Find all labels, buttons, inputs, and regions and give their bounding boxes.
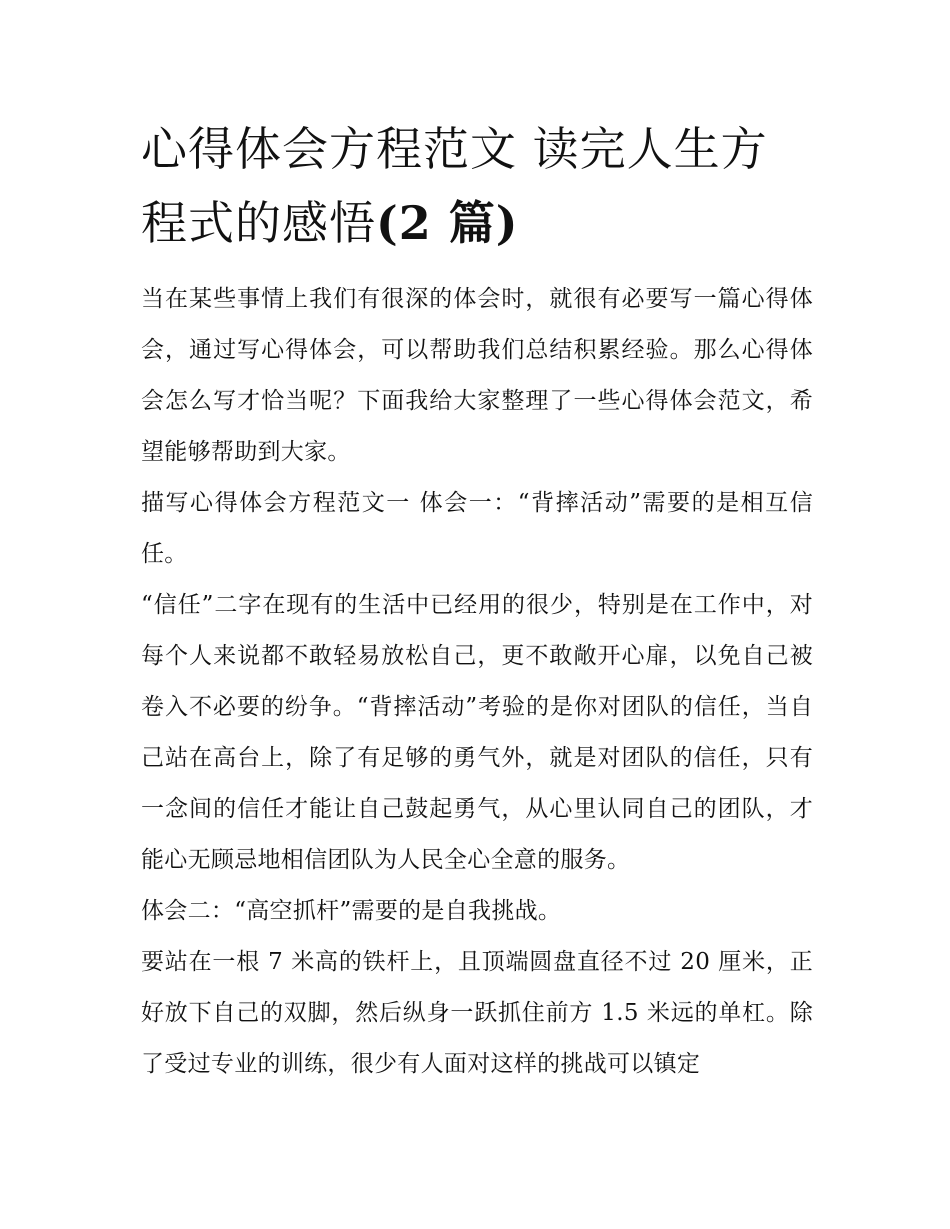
- paragraph-heading-1: 描写心得体会方程范文一 体会一：“背摔活动”需要的是相互信任。: [141, 490, 813, 567]
- document-title: [141, 112, 813, 260]
- paragraph-heading-2: 体会二：“高空抓杆”需要的是自我挑战。: [141, 898, 562, 924]
- document-page: [141, 112, 813, 1090]
- title-suffix: (2 篇): [376, 196, 519, 250]
- paragraph-intro: 当在某些事情上我们有很深的体会时，就很有必要写一篇心得体会，通过写心得体会，可以帮助我们总结积累经验。那么心得体会怎么写才恰当呢？下面我给大家整理了一些心得体会范文，希望能够帮助到大家。: [141, 286, 813, 465]
- paragraph-challenge: 要站在一根 7 米高的铁杆上，且顶端圆盘直径不过 20 厘米，正好放下自己的双脚，然后纵身一跃抓住前方 1.5 米远的单杠。除了受过专业的训练，很少有人面对这样的挑战可以镇定: [141, 949, 813, 1077]
- document-body: [141, 274, 813, 1090]
- title-main: 心得体会方程范文 读完人生方程式的感悟: [141, 122, 768, 250]
- paragraph-trust: “信任”二字在现有的生活中已经用的很少，特别是在工作中，对每个人来说都不敢轻易放松自己，更不敢敞开心扉，以免自己被卷入不必要的纷争。“背摔活动”考验的是你对团队的信任，当自己站在高台上，除了有足够的勇气外，就是对团队的信任，只有一念间的信任才能让自己鼓起勇气，从心里认同自己的团队，才能心无顾忌地相信团队为人民全心全意的服务。: [141, 592, 813, 873]
